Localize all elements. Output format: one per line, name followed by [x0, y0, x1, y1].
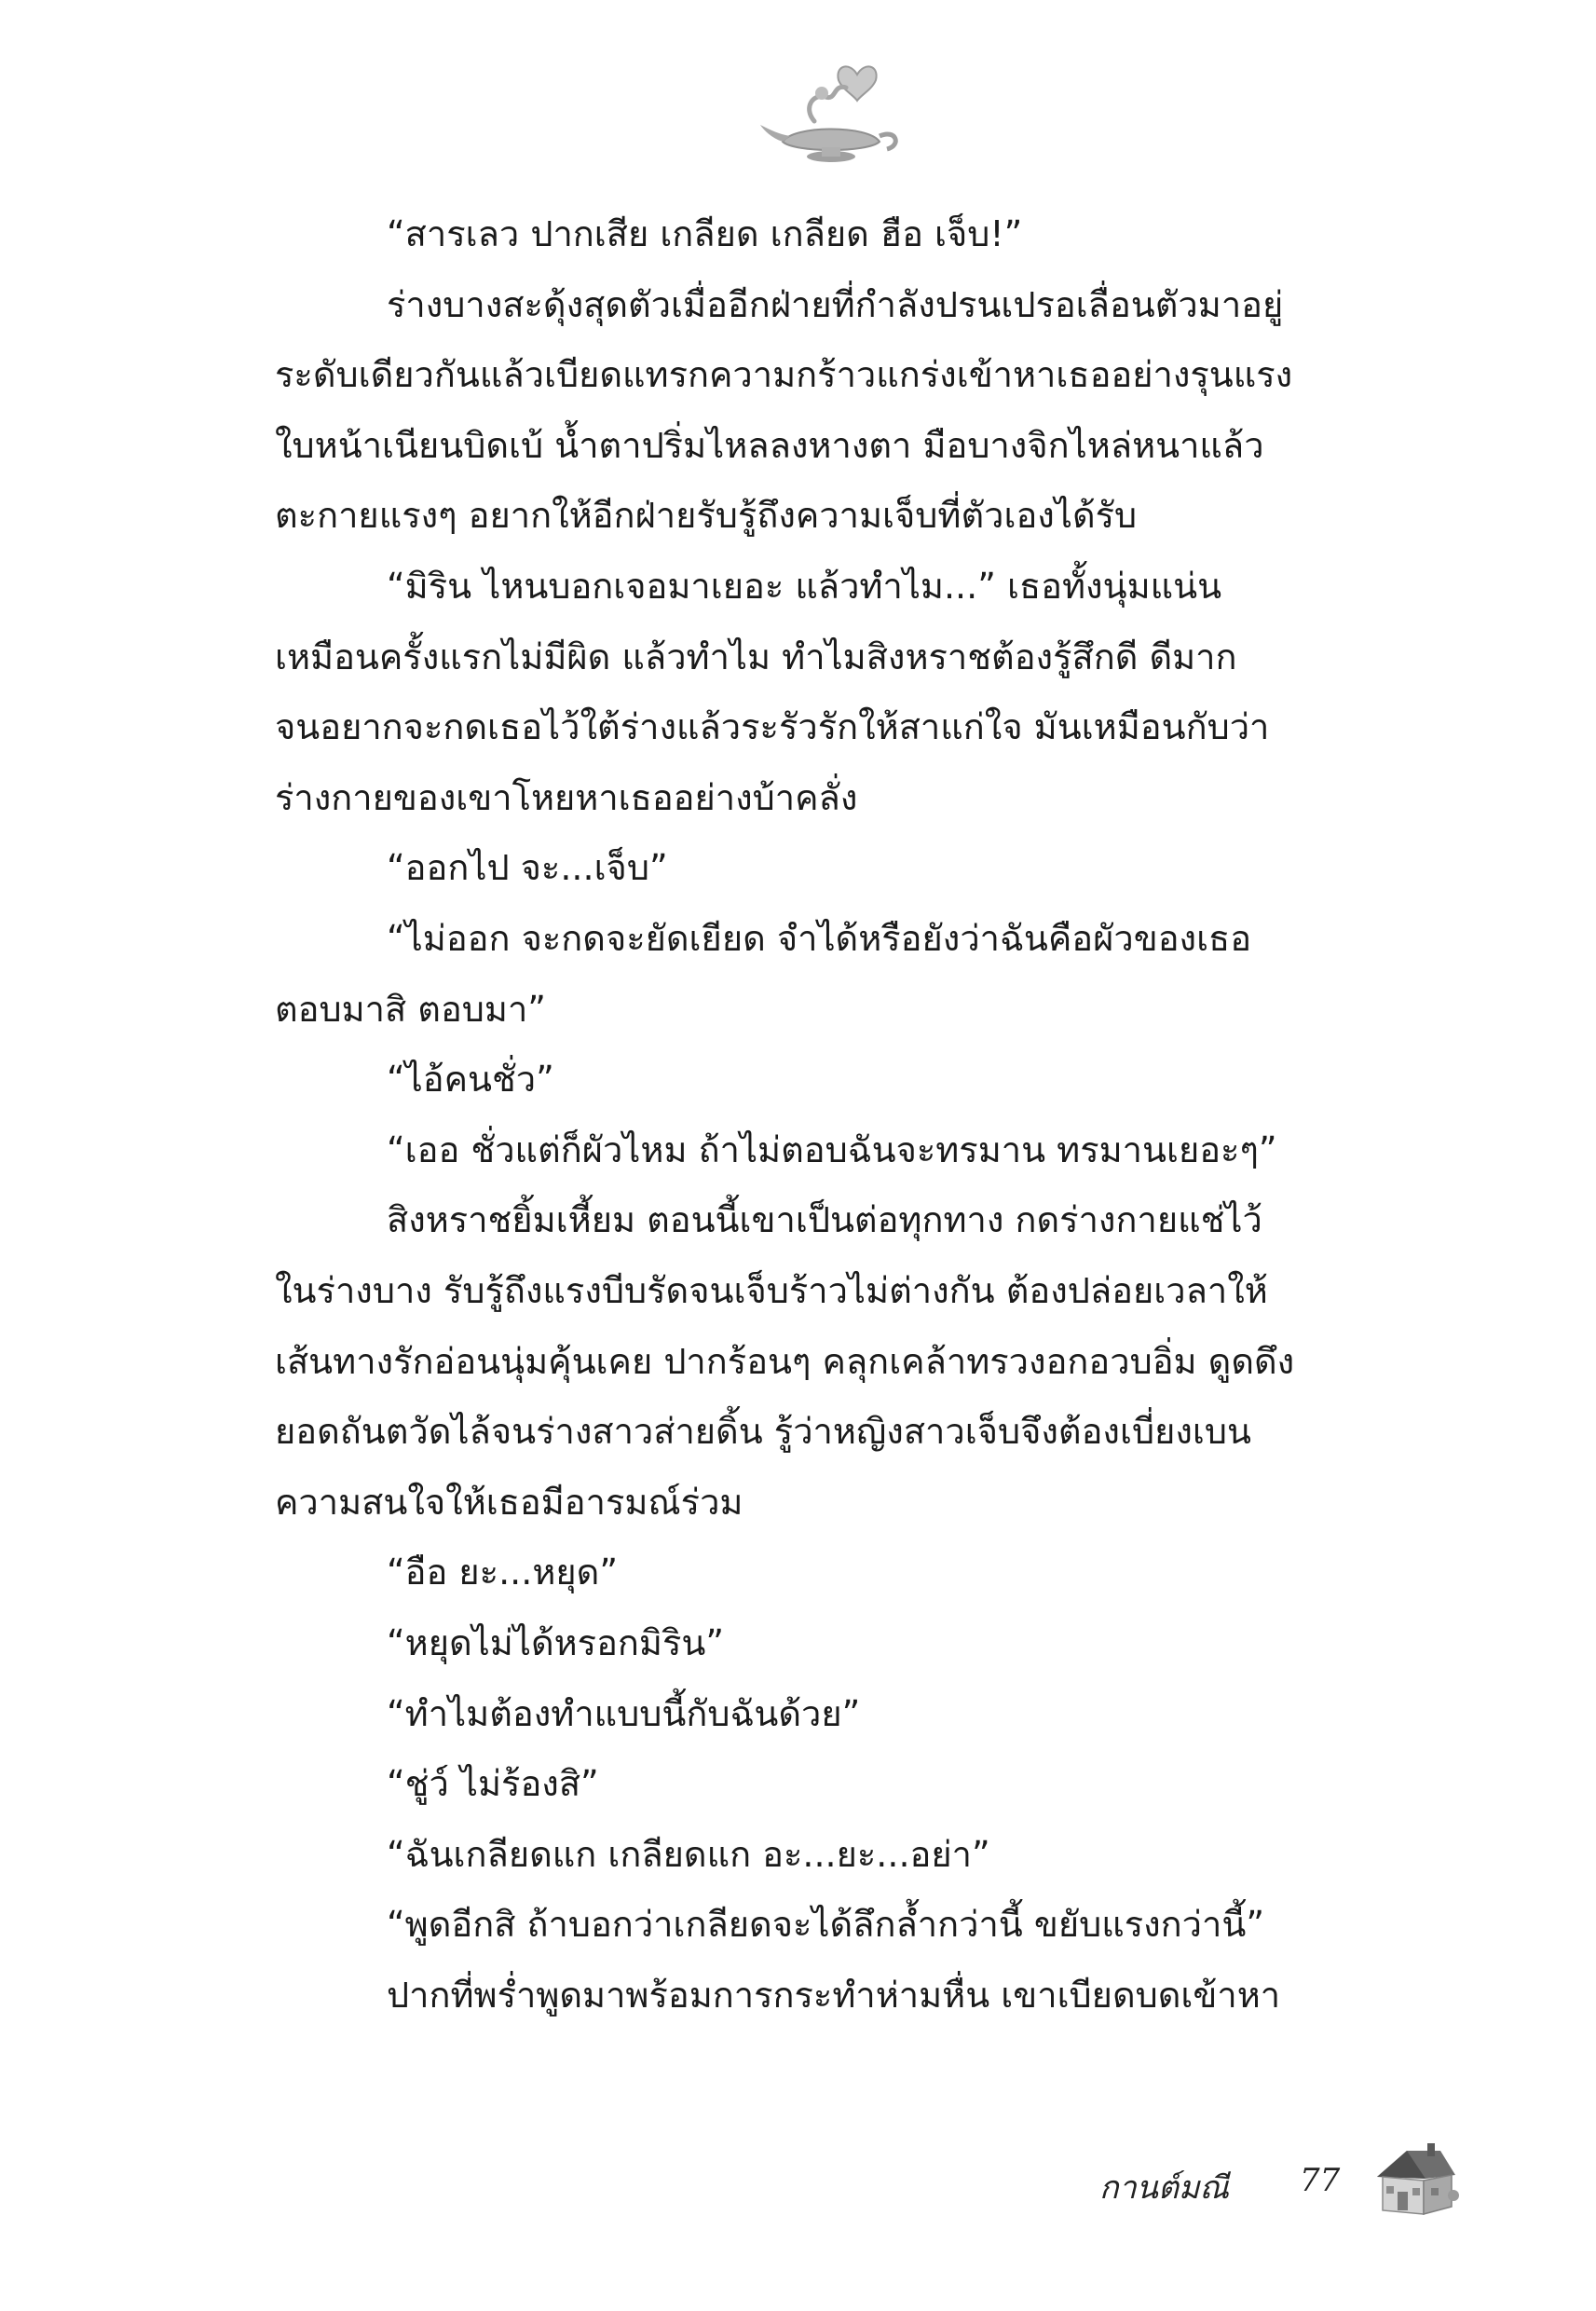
- page-number: 77: [1300, 2162, 1341, 2199]
- text-line: “พูดอีกสิ ถ้าบอกว่าเกลียดจะได้ลึกล้ำกว่านี้ ขยับแรงกว่านี้”: [387, 1904, 1265, 1946]
- text-line: ปากที่พร่ำพูดมาพร้อมการกระทำห่ามหื่น เขาเบียดบดเข้าหา: [387, 1975, 1281, 2016]
- text-line: ยอดถันตวัดไล้จนร่างสาวส่ายดิ้น รู้ว่าหญิงสาวเจ็บจึงต้องเบี่ยงเบน: [275, 1411, 1251, 1453]
- text-line: เส้นทางรักอ่อนนุ่มคุ้นเคย ปากร้อนๆ คลุกเคล้าทรวงอกอวบอิ่ม ดูดดึง: [275, 1340, 1295, 1382]
- text-line: ในร่างบาง รับรู้ถึงแรงบีบรัดจนเจ็บร้าวไม่ต่างกัน ต้องปล่อยเวลาให้: [275, 1270, 1268, 1311]
- magic-lamp-with-heart-icon: [757, 56, 915, 168]
- text-line: เหมือนครั้งแรกไม่มีผิด แล้วทำไม ทำไมสิงหราชต้องรู้สึกดี ดีมาก: [275, 636, 1237, 677]
- text-line: “ไม่ออก จะกดจะยัดเยียด จำได้หรือยังว่าฉันคือผัวของเธอ: [387, 918, 1252, 959]
- text-line: “เออ ชั่วแต่ก็ผัวไหม ถ้าไม่ตอบฉันจะทรมาน ทรมานเยอะๆ”: [387, 1128, 1277, 1170]
- text-line: ร่างบางสะดุ้งสุดตัวเมื่ออีกฝ่ายที่กำลังปรนเปรอเลื่อนตัวมาอยู่: [387, 283, 1284, 325]
- text-line: “มิริน ไหนบอกเจอมาเยอะ แล้วทำไม...” เธอทั้งนุ่มแน่น: [387, 566, 1222, 607]
- text-line: “ฉันเกลียดแก เกลียดแก อะ...ยะ...อย่า”: [387, 1833, 990, 1875]
- text-line: “ทำไมต้องทำแบบนี้กับฉันด้วย”: [387, 1692, 861, 1734]
- text-line: ความสนใจให้เธอมีอารมณ์ร่วม: [275, 1481, 743, 1523]
- text-line: “สารเลว ปากเสีย เกลียด เกลียด ฮือ เจ็บ!”: [387, 213, 1023, 254]
- text-line: ใบหน้าเนียนบิดเบ้ น้ำตาปริ่มไหลลงหางตา มือบางจิกไหล่หนาแล้ว: [275, 424, 1264, 466]
- text-line: ตอบมาสิ ตอบมา”: [275, 988, 546, 1030]
- text-line: ระดับเดียวกันแล้วเบียดแทรกความกร้าวแกร่งเข้าหาเธออย่างรุนแรง: [275, 354, 1293, 396]
- text-line: “ชู่ว์ ไม่ร้องสิ”: [387, 1763, 599, 1805]
- text-line: “หยุดไม่ได้หรอกมิริน”: [387, 1622, 725, 1663]
- text-line: ร่างกายของเขาโหยหาเธออย่างบ้าคลั่ง: [275, 776, 858, 818]
- text-line: “อือ ยะ...หยุด”: [387, 1552, 619, 1593]
- house-icon: [1370, 2140, 1459, 2223]
- text-line: ตะกายแรงๆ อยากให้อีกฝ่ายรับรู้ถึงความเจ็บที่ตัวเองได้รับ: [275, 495, 1138, 537]
- text-line: “ออกไป จะ...เจ็บ”: [387, 847, 668, 889]
- text-line: “ไอ้คนชั่ว”: [387, 1059, 554, 1101]
- text-line: จนอยากจะกดเธอไว้ใต้ร่างแล้วระรัวรักให้สาแก่ใจ มันเหมือนกับว่า: [275, 706, 1270, 748]
- page-footer: [1099, 2140, 1491, 2223]
- book-title: กานต์มณี: [1099, 2169, 1229, 2207]
- text-line: สิงหราชยิ้มเหี้ยม ตอนนี้เขาเป็นต่อทุกทาง กดร่างกายแช่ไว้: [387, 1199, 1262, 1241]
